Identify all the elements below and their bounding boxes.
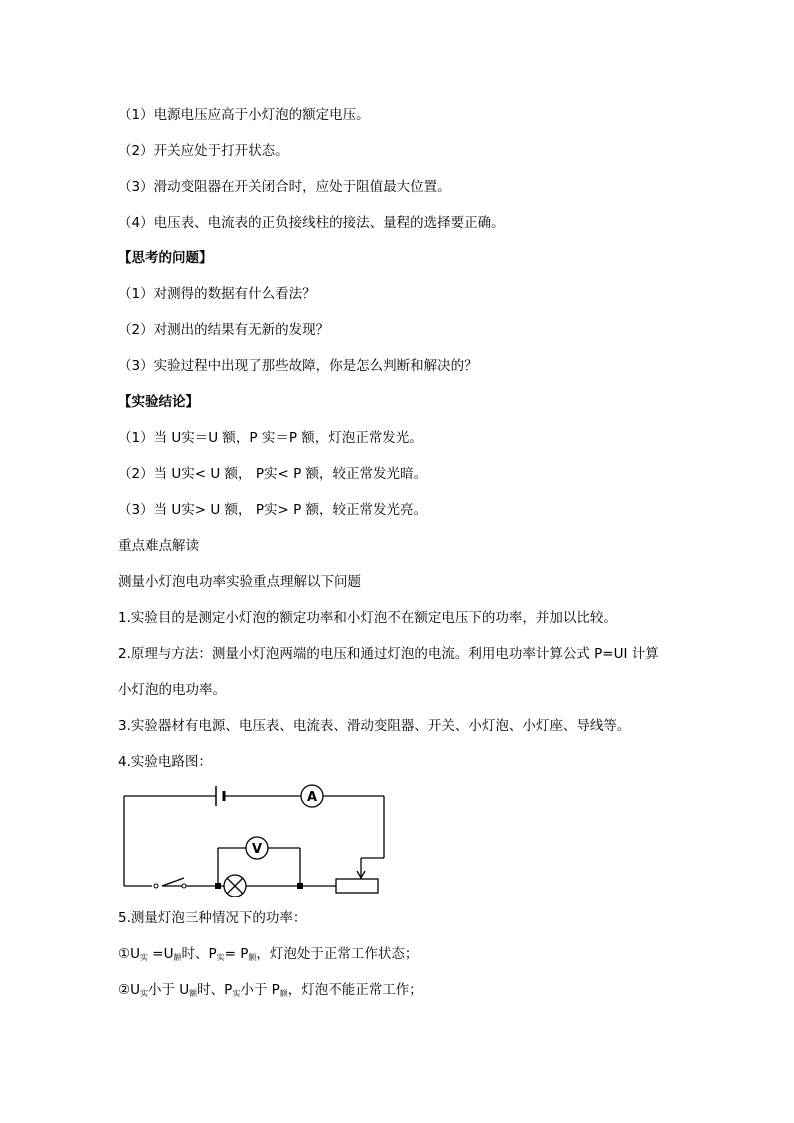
- thinking-item-3: （3）实验过程中出现了那些故障，你是怎么判断和解决的？: [118, 358, 478, 374]
- key-item-2-line-2: 小灯泡的电功率。: [118, 682, 226, 698]
- switch-contact-left: [154, 884, 158, 888]
- key-heading: 重点难点解读: [118, 538, 199, 554]
- case-1-sub-e: 额: [173, 953, 182, 962]
- switch-contact-right: [182, 884, 186, 888]
- case-2-mid3: 小于 P: [240, 982, 280, 998]
- case-2-sub-shi: 实: [139, 989, 148, 998]
- precaution-1: （1）电源电压应高于小灯泡的额定电压。: [118, 107, 370, 123]
- case-2-mid1: 小于 U: [147, 982, 190, 998]
- key-item-5: 5.测量灯泡三种情况下的功率：: [118, 910, 307, 926]
- thinking-item-2: （2）对测出的结果有无新的发现？: [118, 322, 330, 338]
- case-2-sub-e: 额: [189, 989, 198, 998]
- case-2-tail: ，灯泡不能正常工作；: [287, 982, 423, 998]
- key-item-2-line-1: 2.原理与方法：测量小灯泡两端的电压和通过灯泡的电流。利用电功率计算公式 P=UI 计算: [118, 646, 659, 662]
- case-1-eq: =U: [147, 946, 174, 962]
- conclusion-item-2: （2）当 U实< U 额， P实< P 额，较正常发光暗。: [118, 466, 428, 482]
- precaution-3: （3）滑动变阻器在开关闭合时，应处于阻值最大位置。: [118, 179, 451, 195]
- case-1-tail: ，灯泡处于正常工作状态；: [256, 946, 419, 962]
- rheostat-icon: [336, 879, 378, 893]
- ammeter-label: A: [306, 790, 318, 805]
- circuit-diagram: [118, 782, 388, 897]
- key-item-4: 4.实验电路图：: [118, 754, 212, 770]
- precaution-4: （4）电压表、电流表的正负接线柱的接法、量程的选择要正确。: [118, 215, 505, 231]
- case-1-eq2: = P: [224, 946, 249, 962]
- thinking-item-1: （1）对测得的数据有什么看法？: [118, 286, 316, 302]
- key-item-3: 3.实验器材有电源、电压表、电流表、滑动变阻器、开关、小灯泡、小灯座、导线等。: [118, 718, 631, 734]
- case-1-sub-shi: 实: [139, 953, 148, 962]
- switch-lever: [162, 878, 184, 886]
- voltmeter-label: V: [251, 842, 263, 857]
- case-2-sub-e-2: 额: [279, 989, 288, 998]
- case-2-sub-shi-2: 实: [232, 989, 241, 998]
- conclusion-heading: 【实验结论】: [118, 394, 199, 410]
- junction-left: [215, 883, 221, 889]
- conclusion-item-3: （3）当 U实> U 额， P实> P 额，较正常发光亮。: [118, 502, 428, 518]
- case-1-sub-shi-2: 实: [216, 953, 225, 962]
- case-1-marker: ①U: [118, 946, 140, 962]
- case-1: [118, 945, 418, 967]
- key-intro: 测量小灯泡电功率实验重点理解以下问题: [118, 574, 361, 590]
- case-2-marker: ②U: [118, 982, 140, 998]
- case-2-mid2: 时、P: [197, 982, 233, 998]
- junction-right: [297, 883, 303, 889]
- key-item-1: 1.实验目的是测定小灯泡的额定功率和小灯泡不在额定电压下的功率，并加以比较。: [118, 610, 617, 626]
- precaution-2: （2）开关应处于打开状态。: [118, 143, 289, 159]
- thinking-heading: 【思考的问题】: [118, 250, 213, 266]
- conclusion-item-1: （1）当 U实＝U 额，P 实＝P 额，灯泡正常发光。: [118, 430, 423, 446]
- case-1-sub-e-2: 额: [248, 953, 257, 962]
- case-2: [118, 981, 423, 1003]
- case-1-mid: 时、P: [181, 946, 217, 962]
